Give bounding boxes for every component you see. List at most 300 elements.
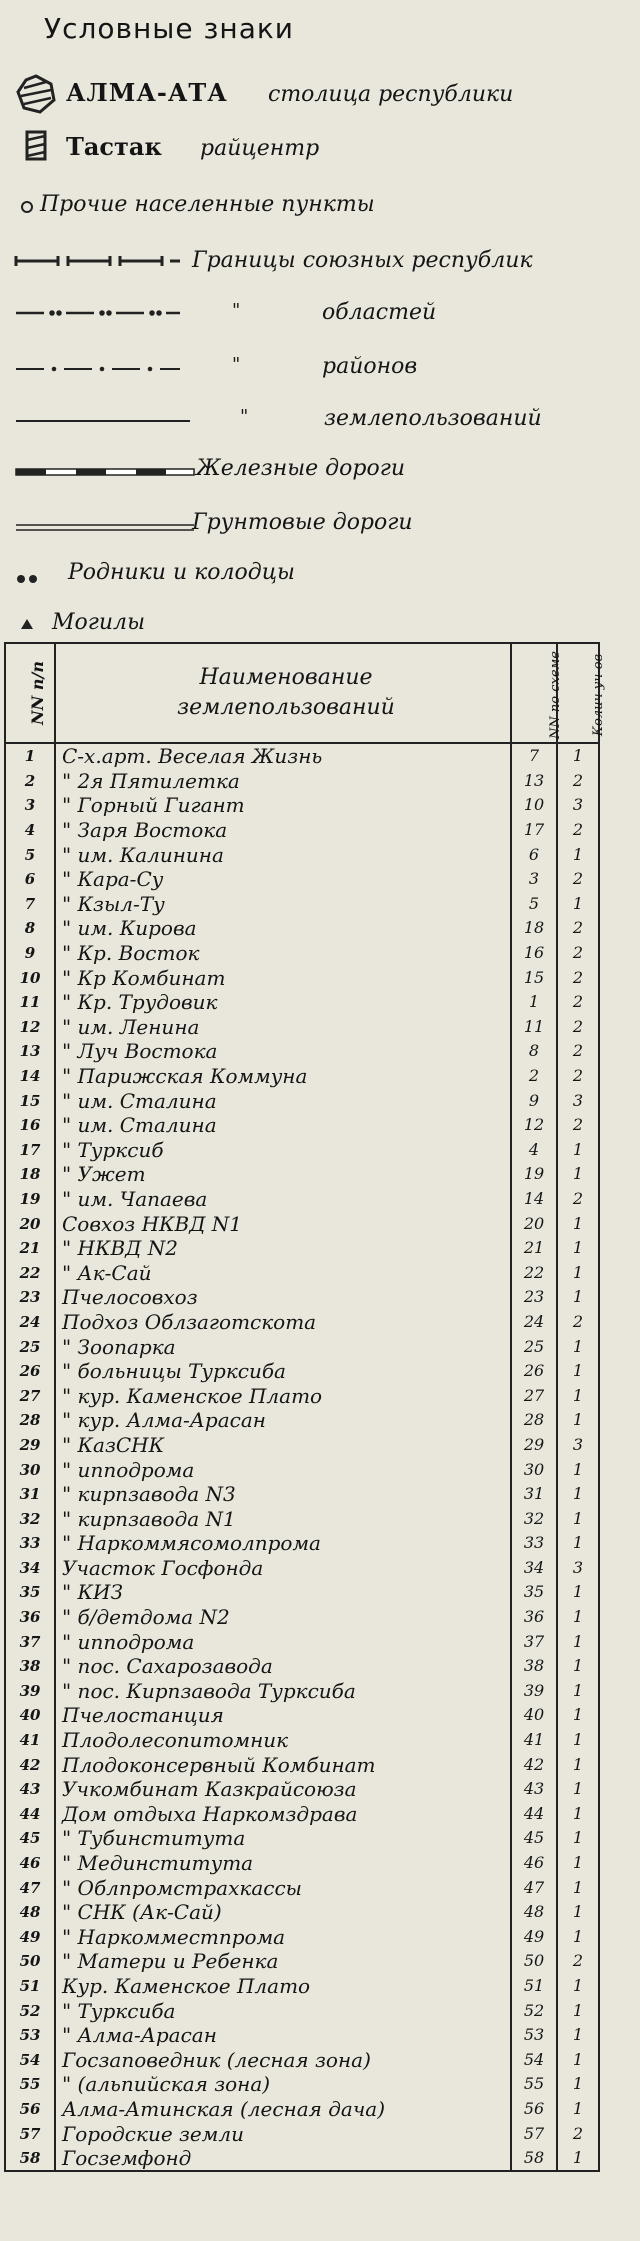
row-number: 40 (5, 1703, 55, 1728)
ditto-mark-2: " (232, 354, 241, 375)
row-plot-count: 1 (557, 842, 599, 867)
row-number: 39 (5, 1679, 55, 1704)
capital-symbol-icon (16, 74, 56, 114)
row-name: " Наркомместпрома (55, 1925, 511, 1950)
row-plot-count: 1 (557, 1506, 599, 1531)
legend (0, 0, 600, 640)
row-scheme-number: 9 (511, 1088, 557, 1113)
row-plot-count: 1 (557, 1580, 599, 1605)
row-name: " Мединститута (55, 1851, 511, 1876)
row-number: 7 (5, 892, 55, 917)
row-scheme-number: 39 (511, 1679, 557, 1704)
row-number: 2 (5, 769, 55, 794)
row-scheme-number: 54 (511, 2047, 557, 2072)
row-plot-count: 1 (557, 1162, 599, 1187)
row-scheme-number: 35 (511, 1580, 557, 1605)
row-plot-count: 1 (557, 1211, 599, 1236)
republic-border-line-icon (14, 254, 182, 268)
row-number: 30 (5, 1457, 55, 1482)
row-scheme-number: 43 (511, 1777, 557, 1802)
row-scheme-number: 30 (511, 1457, 557, 1482)
row-plot-count: 2 (557, 965, 599, 990)
row-name: " им. Сталина (55, 1088, 511, 1113)
table-row (5, 1334, 599, 1359)
row-name: Пчелостанция (55, 1703, 511, 1728)
capital-name: АЛМА-АТА (66, 78, 228, 107)
table-row (5, 1925, 599, 1950)
row-name: " Горный Гигант (55, 793, 511, 818)
table-row (5, 1506, 599, 1531)
row-plot-count: 2 (557, 2121, 599, 2146)
row-number: 50 (5, 1949, 55, 1974)
row-plot-count: 2 (557, 1949, 599, 1974)
table-row (5, 2023, 599, 2048)
row-scheme-number: 46 (511, 1851, 557, 1876)
row-name: " Тубинститута (55, 1826, 511, 1851)
col-header-no: NN п/п (27, 661, 47, 725)
row-scheme-number: 52 (511, 1998, 557, 2023)
row-scheme-number: 28 (511, 1408, 557, 1433)
row-plot-count: 1 (557, 2146, 599, 2172)
row-number: 58 (5, 2146, 55, 2172)
row-number: 11 (5, 990, 55, 1015)
table-row (5, 2146, 599, 2172)
row-plot-count: 2 (557, 1113, 599, 1138)
row-plot-count: 1 (557, 1359, 599, 1384)
row-scheme-number: 56 (511, 2097, 557, 2122)
row-plot-count: 1 (557, 1654, 599, 1679)
row-name: Плодолесопитомник (55, 1728, 511, 1753)
row-number: 5 (5, 842, 55, 867)
row-scheme-number: 6 (511, 842, 557, 867)
row-plot-count: 1 (557, 743, 599, 769)
row-plot-count: 1 (557, 1925, 599, 1950)
row-name: " им. Сталина (55, 1113, 511, 1138)
table-row (5, 1605, 599, 1630)
row-plot-count: 1 (557, 1703, 599, 1728)
table-row (5, 1482, 599, 1507)
row-name: " Ужет (55, 1162, 511, 1187)
row-plot-count: 1 (557, 1826, 599, 1851)
row-name: " б/детдома N2 (55, 1605, 511, 1630)
railway-line-icon (16, 468, 194, 476)
row-plot-count: 3 (557, 1088, 599, 1113)
row-plot-count: 2 (557, 941, 599, 966)
row-number: 48 (5, 1900, 55, 1925)
row-number: 8 (5, 916, 55, 941)
row-name: Участок Госфонда (55, 1556, 511, 1581)
row-scheme-number: 38 (511, 1654, 557, 1679)
row-number: 34 (5, 1556, 55, 1581)
table-row (5, 1826, 599, 1851)
row-number: 38 (5, 1654, 55, 1679)
other-settlements-label: Прочие населенные пункты (40, 192, 375, 217)
row-plot-count: 1 (557, 1679, 599, 1704)
row-plot-count: 1 (557, 1531, 599, 1556)
row-plot-count: 1 (557, 1285, 599, 1310)
row-name: " ипподрома (55, 1629, 511, 1654)
row-number: 51 (5, 1974, 55, 1999)
row-name: " Заря Востока (55, 818, 511, 843)
border-raion-label: районов (322, 354, 418, 379)
row-name: " больницы Турксиба (55, 1359, 511, 1384)
row-name: " кирпзавода N3 (55, 1482, 511, 1507)
row-name: " Луч Востока (55, 1039, 511, 1064)
row-number: 15 (5, 1088, 55, 1113)
row-number: 44 (5, 1802, 55, 1827)
row-name: " СНК (Ак-Сай) (55, 1900, 511, 1925)
row-name: Алма-Атинская (лесная дача) (55, 2097, 511, 2122)
row-scheme-number: 21 (511, 1236, 557, 1261)
table-row (5, 867, 599, 892)
row-name: " Кр. Восток (55, 941, 511, 966)
border-landuse-label: землепользований (324, 406, 542, 431)
row-plot-count: 1 (557, 1728, 599, 1753)
table-row (5, 1236, 599, 1261)
row-name: " Зоопарка (55, 1334, 511, 1359)
row-plot-count: 1 (557, 2047, 599, 2072)
railways-label: Железные дороги (196, 456, 405, 481)
row-number: 52 (5, 1998, 55, 2023)
row-scheme-number: 47 (511, 1875, 557, 1900)
row-number: 57 (5, 2121, 55, 2146)
row-scheme-number: 14 (511, 1187, 557, 1212)
row-number: 3 (5, 793, 55, 818)
row-scheme-number: 29 (511, 1433, 557, 1458)
ditto-mark-3: " (240, 406, 249, 427)
row-name: " кур. Алма-Арасан (55, 1408, 511, 1433)
row-name: Учкомбинат Казкрайсоюза (55, 1777, 511, 1802)
table-row (5, 1383, 599, 1408)
row-number: 1 (5, 743, 55, 769)
row-number: 33 (5, 1531, 55, 1556)
ditto-mark-1: " (232, 300, 241, 321)
row-number: 21 (5, 1236, 55, 1261)
row-number: 27 (5, 1383, 55, 1408)
row-number: 35 (5, 1580, 55, 1605)
row-plot-count: 2 (557, 1064, 599, 1089)
row-number: 24 (5, 1310, 55, 1335)
row-number: 6 (5, 867, 55, 892)
row-scheme-number: 37 (511, 1629, 557, 1654)
row-name: " Наркоммясомолпрома (55, 1531, 511, 1556)
row-scheme-number: 8 (511, 1039, 557, 1064)
row-name: " КИЗ (55, 1580, 511, 1605)
row-number: 41 (5, 1728, 55, 1753)
capital-desc: столица республики (268, 82, 514, 107)
row-number: 46 (5, 1851, 55, 1876)
table-row (5, 1285, 599, 1310)
row-scheme-number: 36 (511, 1605, 557, 1630)
row-plot-count: 1 (557, 1408, 599, 1433)
row-plot-count: 1 (557, 1383, 599, 1408)
row-scheme-number: 34 (511, 1556, 557, 1581)
row-name: " Облпромстрахкассы (55, 1875, 511, 1900)
row-plot-count: 1 (557, 1752, 599, 1777)
row-scheme-number: 33 (511, 1531, 557, 1556)
table-row (5, 1138, 599, 1163)
row-name: " Алма-Арасан (55, 2023, 511, 2048)
row-scheme-number: 5 (511, 892, 557, 917)
row-scheme-number: 49 (511, 1925, 557, 1950)
row-plot-count: 1 (557, 1236, 599, 1261)
landuse-border-line (16, 420, 190, 422)
row-scheme-number: 7 (511, 743, 557, 769)
row-name: " Кр. Трудовик (55, 990, 511, 1015)
row-plot-count: 1 (557, 1138, 599, 1163)
col-header-name-line2: землепользований (177, 695, 395, 720)
table-row (5, 2047, 599, 2072)
col-header-scheme: NN по схеме (548, 651, 563, 739)
district-center-icon (24, 130, 50, 162)
row-name: " (альпийская зона) (55, 2072, 511, 2097)
row-number: 20 (5, 1211, 55, 1236)
spring-dots-icon (16, 574, 40, 584)
table-row (5, 1310, 599, 1335)
col-header-count: Колич уч-ов (591, 653, 607, 737)
row-scheme-number: 48 (511, 1900, 557, 1925)
row-name: " Турксиба (55, 1998, 511, 2023)
table-row (5, 1064, 599, 1089)
oblast-border-line-icon (14, 310, 182, 316)
row-scheme-number: 41 (511, 1728, 557, 1753)
row-plot-count: 1 (557, 892, 599, 917)
table-row (5, 1777, 599, 1802)
row-scheme-number: 45 (511, 1826, 557, 1851)
graves-label: Могилы (52, 610, 145, 635)
table-row (5, 1457, 599, 1482)
row-name: Дом отдыха Наркомздрава (55, 1802, 511, 1827)
row-scheme-number: 25 (511, 1334, 557, 1359)
table-row (5, 1679, 599, 1704)
row-plot-count: 1 (557, 1334, 599, 1359)
row-number: 25 (5, 1334, 55, 1359)
table-row (5, 1162, 599, 1187)
row-name: " Кара-Су (55, 867, 511, 892)
row-name: " Кр Комбинат (55, 965, 511, 990)
row-number: 28 (5, 1408, 55, 1433)
row-scheme-number: 22 (511, 1260, 557, 1285)
table-row (5, 1654, 599, 1679)
legend-title: Условные знаки (44, 12, 294, 45)
springs-label: Родники и колодцы (68, 560, 295, 585)
row-scheme-number: 13 (511, 769, 557, 794)
row-scheme-number: 53 (511, 2023, 557, 2048)
table-row (5, 1408, 599, 1433)
table-row (5, 1728, 599, 1753)
row-name: Совхоз НКВД N1 (55, 1211, 511, 1236)
district-desc: райцентр (200, 136, 320, 161)
row-plot-count: 2 (557, 1015, 599, 1040)
row-plot-count: 2 (557, 818, 599, 843)
landuse-table-wrap (0, 642, 607, 2241)
row-number: 31 (5, 1482, 55, 1507)
table-row (5, 1531, 599, 1556)
row-plot-count: 3 (557, 793, 599, 818)
row-number: 29 (5, 1433, 55, 1458)
table-row (5, 1187, 599, 1212)
row-number: 19 (5, 1187, 55, 1212)
row-name: " КазСНК (55, 1433, 511, 1458)
row-scheme-number: 12 (511, 1113, 557, 1138)
row-scheme-number: 10 (511, 793, 557, 818)
table-row (5, 990, 599, 1015)
row-name: " 2я Пятилетка (55, 769, 511, 794)
border-oblast-label: областей (322, 300, 437, 325)
row-number: 45 (5, 1826, 55, 1851)
table-header-row (5, 643, 599, 743)
row-name: Госзаповедник (лесная зона) (55, 2047, 511, 2072)
row-number: 26 (5, 1359, 55, 1384)
dirt-roads-label: Грунтовые дороги (192, 510, 413, 535)
row-scheme-number: 31 (511, 1482, 557, 1507)
row-plot-count: 1 (557, 2097, 599, 2122)
table-row (5, 965, 599, 990)
grave-triangle-icon (20, 618, 34, 630)
row-scheme-number: 23 (511, 1285, 557, 1310)
row-scheme-number: 40 (511, 1703, 557, 1728)
row-name: Городские земли (55, 2121, 511, 2146)
row-scheme-number: 2 (511, 1064, 557, 1089)
row-name: " им. Кирова (55, 916, 511, 941)
row-plot-count: 1 (557, 2023, 599, 2048)
border-union-label: Границы союзных республик (192, 248, 533, 273)
row-number: 17 (5, 1138, 55, 1163)
row-scheme-number: 51 (511, 1974, 557, 1999)
row-plot-count: 3 (557, 1433, 599, 1458)
row-name: " Парижская Коммуна (55, 1064, 511, 1089)
row-plot-count: 1 (557, 1900, 599, 1925)
row-name: С-х.арт. Веселая Жизнь (55, 743, 511, 769)
col-header-name-line1: Наименование (199, 665, 373, 690)
table-row (5, 2121, 599, 2146)
row-scheme-number: 1 (511, 990, 557, 1015)
table-row (5, 1580, 599, 1605)
row-plot-count: 1 (557, 1457, 599, 1482)
row-number: 37 (5, 1629, 55, 1654)
row-scheme-number: 11 (511, 1015, 557, 1040)
table-row (5, 1433, 599, 1458)
row-name: " кур. Каменское Плато (55, 1383, 511, 1408)
row-plot-count: 1 (557, 1482, 599, 1507)
row-number: 43 (5, 1777, 55, 1802)
row-scheme-number: 50 (511, 1949, 557, 1974)
row-plot-count: 2 (557, 1310, 599, 1335)
row-number: 14 (5, 1064, 55, 1089)
row-scheme-number: 42 (511, 1752, 557, 1777)
table-row (5, 1949, 599, 1974)
row-scheme-number: 57 (511, 2121, 557, 2146)
row-plot-count: 1 (557, 1605, 599, 1630)
row-plot-count: 2 (557, 916, 599, 941)
table-row (5, 1900, 599, 1925)
row-scheme-number: 4 (511, 1138, 557, 1163)
table-row (5, 892, 599, 917)
table-row (5, 1629, 599, 1654)
row-scheme-number: 55 (511, 2072, 557, 2097)
row-plot-count: 2 (557, 867, 599, 892)
row-number: 55 (5, 2072, 55, 2097)
row-number: 13 (5, 1039, 55, 1064)
table-row (5, 2097, 599, 2122)
row-number: 12 (5, 1015, 55, 1040)
row-number: 16 (5, 1113, 55, 1138)
table-row (5, 1211, 599, 1236)
raion-border-line-icon (14, 366, 182, 372)
table-row (5, 1359, 599, 1384)
district-name: Тастак (66, 132, 162, 161)
row-name: " ипподрома (55, 1457, 511, 1482)
row-name: " НКВД N2 (55, 1236, 511, 1261)
table-row (5, 818, 599, 843)
row-plot-count: 2 (557, 1187, 599, 1212)
row-scheme-number: 20 (511, 1211, 557, 1236)
row-name: " пос. Кирпзавода Турксиба (55, 1679, 511, 1704)
table-row (5, 2072, 599, 2097)
row-plot-count: 1 (557, 1260, 599, 1285)
row-number: 18 (5, 1162, 55, 1187)
table-row (5, 1974, 599, 1999)
table-row (5, 941, 599, 966)
row-scheme-number: 24 (511, 1310, 557, 1335)
table-row (5, 1039, 599, 1064)
row-name: " им. Ленина (55, 1015, 511, 1040)
table-row (5, 1875, 599, 1900)
row-number: 4 (5, 818, 55, 843)
row-name: " им. Калинина (55, 842, 511, 867)
row-scheme-number: 19 (511, 1162, 557, 1187)
row-name: Госземфонд (55, 2146, 511, 2172)
row-number: 22 (5, 1260, 55, 1285)
table-row (5, 1851, 599, 1876)
row-plot-count: 1 (557, 1851, 599, 1876)
row-plot-count: 1 (557, 1998, 599, 2023)
row-plot-count: 1 (557, 1974, 599, 1999)
table-row (5, 1015, 599, 1040)
table-body (5, 743, 599, 2171)
dirt-road-line-icon (16, 524, 194, 532)
table-row (5, 743, 599, 769)
table-row (5, 1113, 599, 1138)
row-number: 36 (5, 1605, 55, 1630)
row-scheme-number: 27 (511, 1383, 557, 1408)
row-plot-count: 2 (557, 1039, 599, 1064)
table-row (5, 916, 599, 941)
row-scheme-number: 58 (511, 2146, 557, 2172)
row-plot-count: 1 (557, 1802, 599, 1827)
row-name: Кур. Каменское Плато (55, 1974, 511, 1999)
row-number: 54 (5, 2047, 55, 2072)
row-scheme-number: 44 (511, 1802, 557, 1827)
table-row (5, 1752, 599, 1777)
row-name: " Ак-Сай (55, 1260, 511, 1285)
table-row (5, 1998, 599, 2023)
row-number: 47 (5, 1875, 55, 1900)
table-row (5, 1703, 599, 1728)
table-row (5, 1556, 599, 1581)
row-number: 56 (5, 2097, 55, 2122)
row-plot-count: 1 (557, 1777, 599, 1802)
row-name: " кирпзавода N1 (55, 1506, 511, 1531)
row-scheme-number: 18 (511, 916, 557, 941)
row-scheme-number: 16 (511, 941, 557, 966)
row-scheme-number: 26 (511, 1359, 557, 1384)
table-row (5, 1088, 599, 1113)
row-plot-count: 1 (557, 1629, 599, 1654)
table-row (5, 1802, 599, 1827)
row-name: Пчелосовхоз (55, 1285, 511, 1310)
row-name: Подхоз Облзаготскота (55, 1310, 511, 1335)
